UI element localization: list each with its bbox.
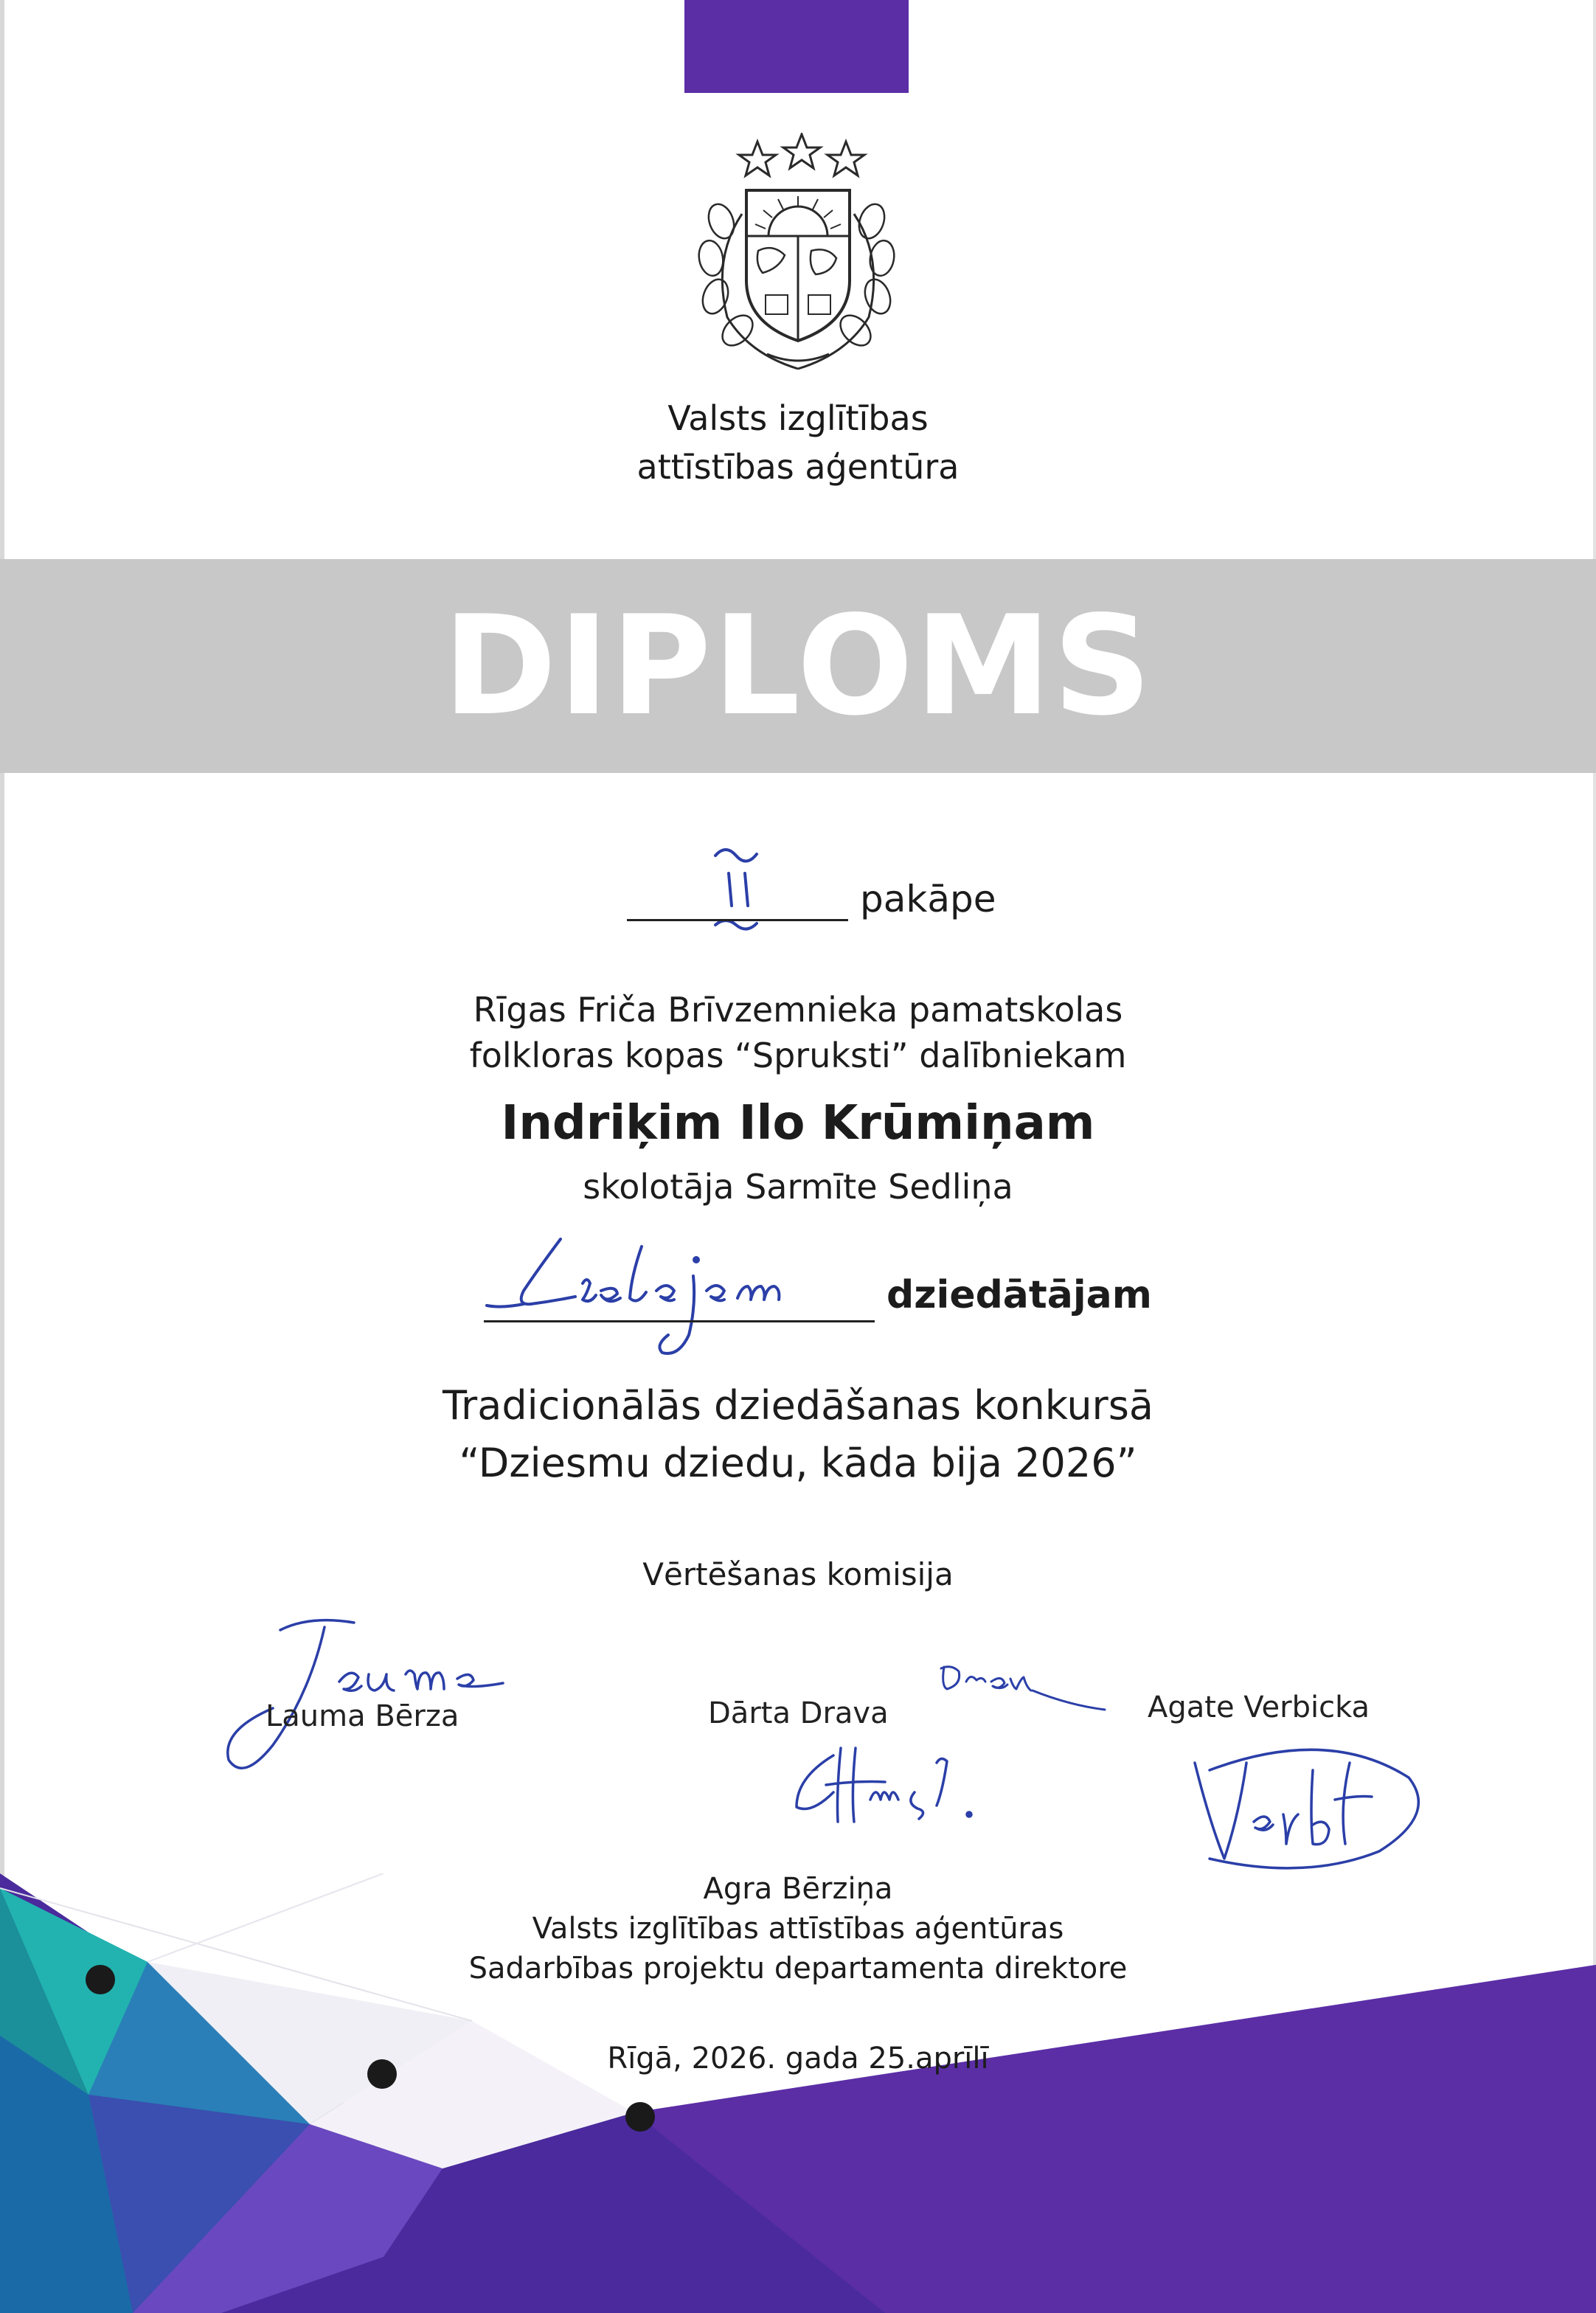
signature-director (782, 1741, 1003, 1837)
agency-name-line1: Valsts izglītības (667, 398, 929, 438)
teacher-name: skolotāja Sarmīte Sedliņa (583, 1167, 1013, 1207)
coat-of-arms-icon (679, 133, 915, 376)
signature-agate (1180, 1741, 1431, 1888)
star-icon (783, 134, 820, 168)
signature-darta (929, 1652, 1121, 1726)
handwritten-degree (686, 833, 804, 937)
school-line1: Rīgas Friča Brīvzemnieka pamatskolas (473, 990, 1123, 1030)
commission-member-3: Agate Verbicka (1148, 1690, 1370, 1724)
decor-dot-1 (86, 1965, 115, 1994)
commission-heading: Vērtēšanas komisija (642, 1556, 954, 1592)
star-icon (828, 142, 864, 176)
director-title: Sadarbības projektu departamenta direktore (468, 1952, 1128, 1986)
recipient-name: Indriķim Ilo Krūmiņam (501, 1096, 1095, 1151)
school-line2: folkloras kopas “Spruksti” dalībniekam (469, 1036, 1127, 1075)
star-icon (739, 142, 776, 176)
degree-blank (627, 919, 848, 921)
director-name: Agra Bērziņa (703, 1872, 893, 1906)
decor-dot-3 (625, 2102, 655, 2132)
award-blank (484, 1320, 875, 1322)
agency-name-line2: attīstības aģentūra (636, 447, 960, 487)
handwritten-award (472, 1224, 885, 1372)
title-band (0, 559, 1596, 773)
contest-line2: “Dziesmu dziedu, kāda bija 2026” (459, 1440, 1137, 1486)
contest-line1: Tradicionālās dziedāšanas konkursā (443, 1382, 1153, 1429)
decorative-triangles (0, 1873, 1596, 2313)
award-label: dziedātājam (887, 1273, 1152, 1317)
top-purple-tab (684, 0, 909, 93)
director-org: Valsts izglītības attīstības aģentūras (532, 1912, 1064, 1946)
degree-label: pakāpe (860, 878, 996, 920)
issue-date: Rīgā, 2026. gada 25.aprīlī (607, 2042, 989, 2076)
commission-member-2: Dārta Drava (708, 1696, 889, 1730)
page-title: DIPLOMS (443, 586, 1153, 746)
commission-member-1: Lauma Bērza (266, 1699, 459, 1733)
